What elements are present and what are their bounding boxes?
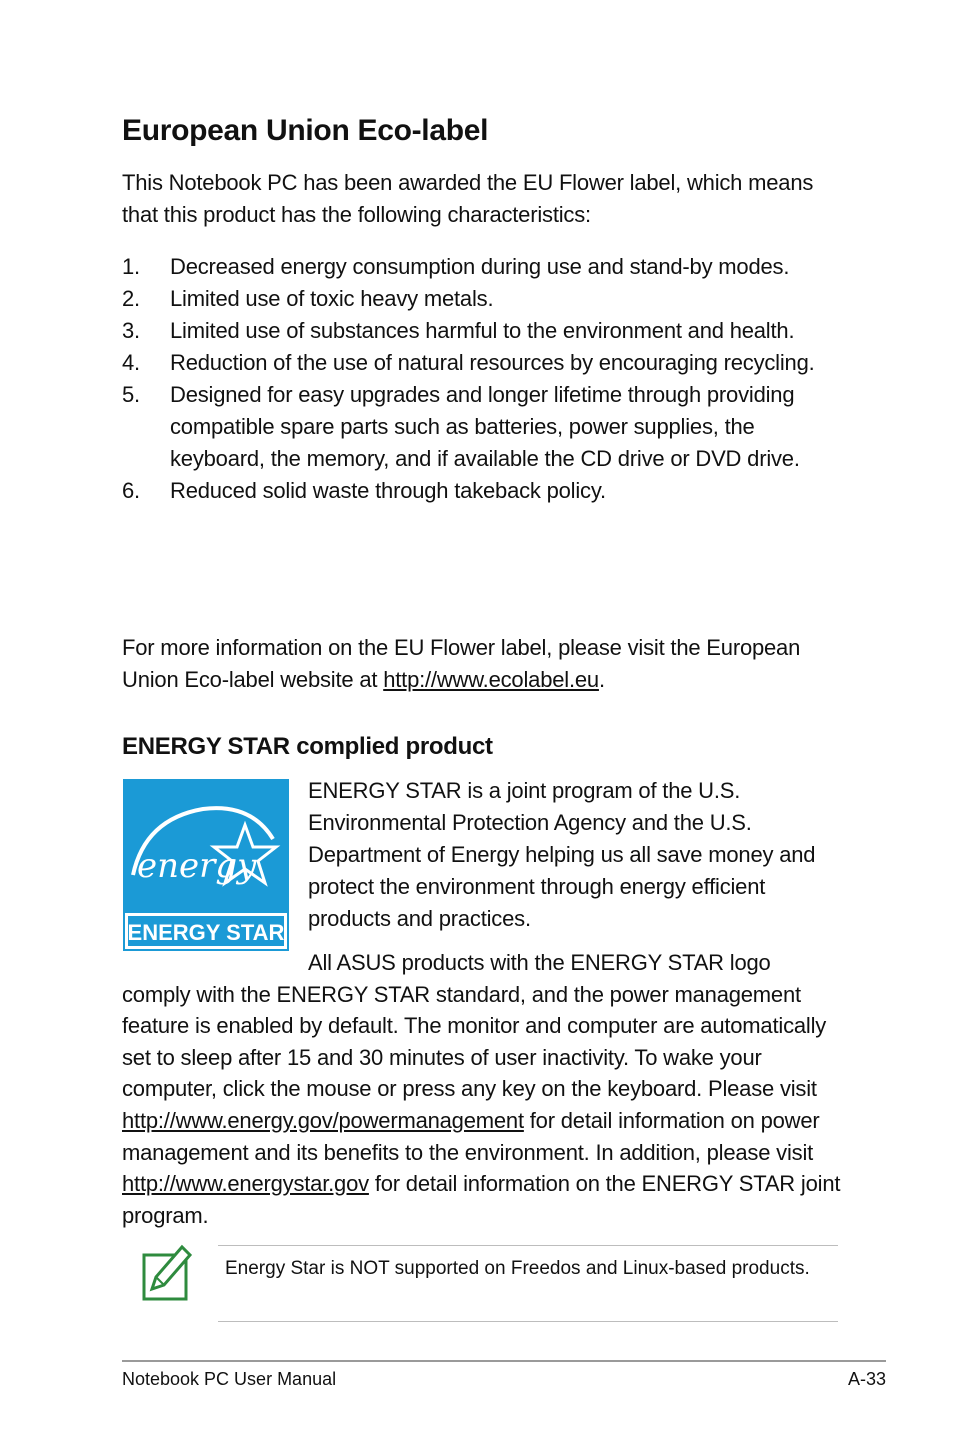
footer-divider	[122, 1360, 886, 1362]
energy-star-heading: ENERGY STAR complied product	[122, 733, 493, 760]
list-item	[122, 347, 852, 379]
list-text: Decreased energy consumption during use and stand-by modes.	[170, 254, 790, 279]
list-number: 5.	[122, 382, 140, 407]
ecolabel-link[interactable]: http://www.ecolabel.eu	[383, 667, 599, 692]
list-number: 3.	[122, 318, 140, 343]
energystar-link[interactable]: http://www.energystar.gov	[122, 1171, 369, 1197]
list-text: Limited use of substances harmful to the environment and health.	[170, 318, 795, 343]
characteristics-list	[122, 251, 852, 507]
details-text-c: for detail information on the ENERGY STAR joint program.	[122, 1171, 841, 1228]
footer-manual-title: Notebook PC User Manual	[122, 1369, 337, 1389]
list-number: 6.	[122, 478, 140, 503]
list-number: 4.	[122, 350, 140, 375]
energy-star-description: ENERGY STAR is a joint program of the U.S. Environmental Protection Agency and the U.S. Department of Energy helping us all save money and protect the environment through energy efficient products and practices.	[308, 778, 816, 931]
list-item	[122, 251, 852, 283]
power-management-link[interactable]: http://www.energy.gov/powermanagement	[122, 1107, 524, 1133]
more-info-paragraph	[122, 632, 842, 696]
note-pencil-icon	[138, 1243, 192, 1303]
more-info-end: .	[598, 667, 605, 692]
logo-label: ENERGY STAR	[127, 920, 285, 945]
list-item	[122, 283, 852, 315]
list-text: Limited use of toxic heavy metals.	[170, 286, 494, 311]
list-item	[122, 379, 852, 475]
list-text: Reduced solid waste through takeback policy.	[170, 478, 606, 503]
list-item	[122, 315, 852, 347]
details-text-b: for detail information on power management and its benefits to the environment. In addition, please visit	[122, 1107, 820, 1165]
list-item	[122, 475, 852, 507]
list-text: Designed for easy upgrades and longer lifetime through providing compatible spare parts such as batteries, power supplies, the keyboard, the memory, and if available the CD drive or DVD drive.	[170, 382, 800, 471]
note-divider-bottom	[218, 1321, 838, 1322]
note-text: Energy Star is NOT supported on Freedos and Linux-based products.	[225, 1258, 810, 1279]
more-info-text: For more information on the EU Flower label, please visit the European Union Eco-label website at	[122, 635, 801, 692]
footer-page-number: A-33	[847, 1369, 886, 1389]
logo-script: energy	[137, 846, 257, 886]
list-text: Reduction of the use of natural resources by encouraging recycling.	[170, 350, 815, 375]
list-number: 2.	[122, 286, 140, 311]
energy-star-logo	[123, 779, 289, 951]
list-number: 1.	[122, 254, 140, 279]
intro-paragraph: This Notebook PC has been awarded the EU Flower label, which means that this product has the following characteristics:	[122, 170, 814, 227]
details-text-a: All ASUS products with the ENERGY STAR logo comply with the ENERGY STAR standard, and the power management feature is enabled by default. The monitor and computer are automatically set to sleep after 15 and 30 minutes of user inactivity. To wake your computer, click the mouse or press any key on the keyboard. Please visit	[122, 950, 827, 1102]
page-title: European Union Eco-label	[122, 114, 489, 147]
energy-star-details	[122, 947, 844, 1231]
note-divider-top	[218, 1245, 838, 1246]
